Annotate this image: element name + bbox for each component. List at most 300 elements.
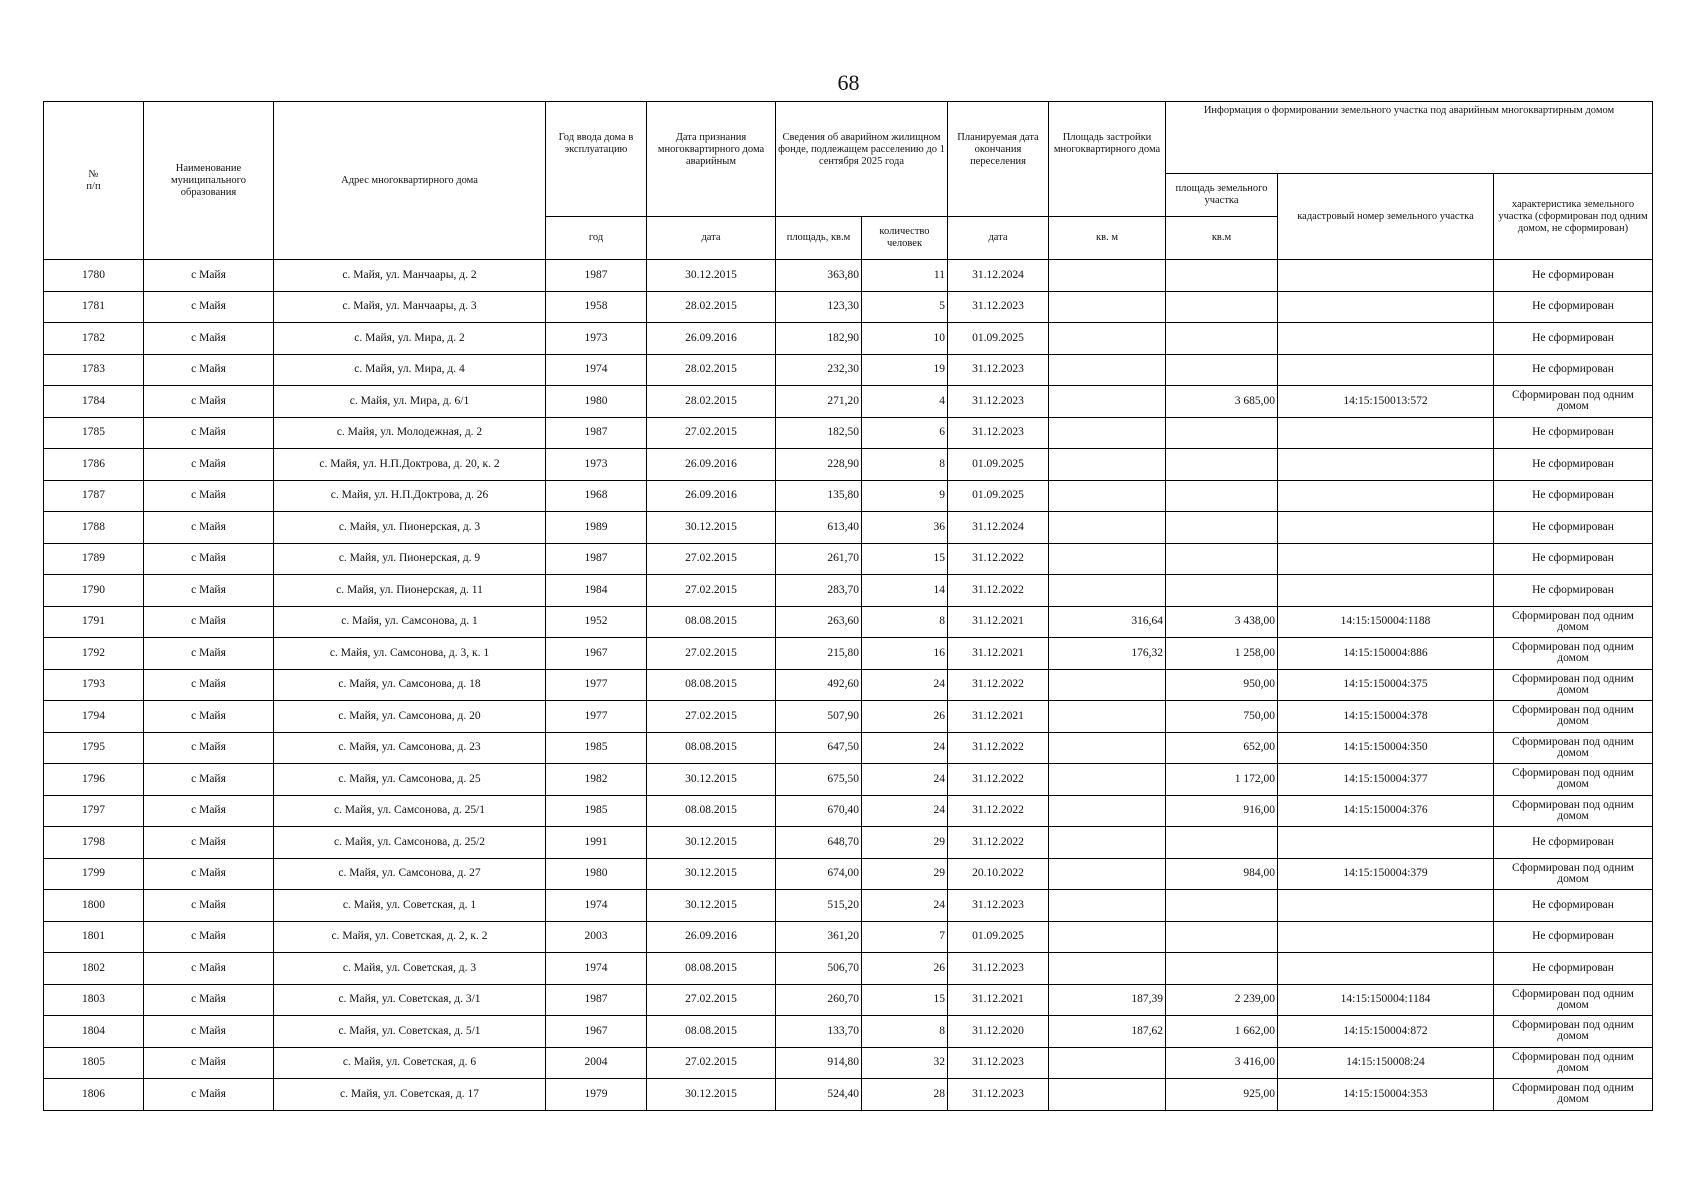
cell-municipality: с Майя (144, 827, 274, 859)
cell-year: 1980 (546, 386, 647, 418)
cell-people: 26 (862, 953, 948, 985)
cell-area: 182,90 (776, 323, 862, 355)
cell-planned-end: 31.12.2023 (948, 890, 1049, 922)
cell-municipality: с Майя (144, 764, 274, 796)
cell-cadastral: 14:15:150004:886 (1278, 638, 1494, 670)
cell-cadastral: 14:15:150004:377 (1278, 764, 1494, 796)
cell-date: 08.08.2015 (647, 732, 776, 764)
header-year-built: Год ввода дома в эксплуатацию (546, 102, 647, 217)
header-unit-sqm2: кв.м (1166, 217, 1278, 260)
cell-address: с. Майя, ул. Мира, д. 4 (274, 354, 546, 386)
cell-year: 1979 (546, 1079, 647, 1111)
cell-date: 30.12.2015 (647, 764, 776, 796)
cell-address: с. Майя, ул. Самсонова, д. 23 (274, 732, 546, 764)
cell-planned-end: 31.12.2021 (948, 984, 1049, 1016)
cell-people: 19 (862, 354, 948, 386)
cell-date: 30.12.2015 (647, 858, 776, 890)
cell-cadastral (1278, 480, 1494, 512)
cell-num: 1783 (44, 354, 144, 386)
cell-year: 1982 (546, 764, 647, 796)
cell-address: с. Майя, ул. Пионерская, д. 9 (274, 543, 546, 575)
cell-year: 1987 (546, 543, 647, 575)
cell-municipality: с Майя (144, 354, 274, 386)
cell-date: 27.02.2015 (647, 701, 776, 733)
cell-planned-end: 31.12.2023 (948, 386, 1049, 418)
cell-people: 4 (862, 386, 948, 418)
cell-municipality: с Майя (144, 260, 274, 292)
table-row (44, 449, 1653, 481)
cell-planned-end: 01.09.2025 (948, 323, 1049, 355)
cell-area: 263,60 (776, 606, 862, 638)
cell-municipality: с Майя (144, 701, 274, 733)
cell-num: 1800 (44, 890, 144, 922)
cell-land-area (1166, 575, 1278, 607)
cell-year: 1987 (546, 984, 647, 1016)
cell-people: 7 (862, 921, 948, 953)
cell-num: 1798 (44, 827, 144, 859)
cell-land-char: Не сформирован (1494, 921, 1653, 953)
cell-municipality: с Майя (144, 1047, 274, 1079)
cell-building-area (1049, 1047, 1166, 1079)
table-row (44, 512, 1653, 544)
cell-address: с. Майя, ул. Советская, д. 6 (274, 1047, 546, 1079)
cell-date: 27.02.2015 (647, 575, 776, 607)
cell-land-area: 1 258,00 (1166, 638, 1278, 670)
cell-date: 27.02.2015 (647, 984, 776, 1016)
cell-planned-end: 31.12.2023 (948, 354, 1049, 386)
table-row (44, 890, 1653, 922)
cell-building-area: 176,32 (1049, 638, 1166, 670)
cell-municipality: с Майя (144, 512, 274, 544)
cell-date: 08.08.2015 (647, 795, 776, 827)
cell-land-char: Сформирован под одним домом (1494, 858, 1653, 890)
cell-num: 1797 (44, 795, 144, 827)
table-row (44, 606, 1653, 638)
cell-cadastral (1278, 575, 1494, 607)
cell-cadastral (1278, 543, 1494, 575)
cell-year: 1985 (546, 732, 647, 764)
cell-land-char: Не сформирован (1494, 323, 1653, 355)
cell-area: 228,90 (776, 449, 862, 481)
cell-address: с. Майя, ул. Советская, д. 2, к. 2 (274, 921, 546, 953)
cell-area: 283,70 (776, 575, 862, 607)
cell-land-char: Сформирован под одним домом (1494, 732, 1653, 764)
cell-planned-end: 31.12.2023 (948, 1047, 1049, 1079)
cell-building-area (1049, 669, 1166, 701)
cell-area: 363,80 (776, 260, 862, 292)
cell-land-char: Сформирован под одним домом (1494, 795, 1653, 827)
cell-people: 36 (862, 512, 948, 544)
cell-planned-end: 31.12.2023 (948, 291, 1049, 323)
cell-cadastral: 14:15:150008:24 (1278, 1047, 1494, 1079)
cell-year: 1980 (546, 858, 647, 890)
table-row (44, 417, 1653, 449)
cell-municipality: с Майя (144, 417, 274, 449)
cell-building-area: 187,62 (1049, 1016, 1166, 1048)
header-land-info: Информация о формировании земельного участка под аварийным многоквартирным домом (1166, 102, 1653, 174)
table-row (44, 386, 1653, 418)
cell-building-area (1049, 543, 1166, 575)
cell-planned-end: 31.12.2023 (948, 417, 1049, 449)
cell-year: 1968 (546, 480, 647, 512)
table-row (44, 354, 1653, 386)
cell-num: 1803 (44, 984, 144, 1016)
cell-people: 24 (862, 732, 948, 764)
cell-num: 1794 (44, 701, 144, 733)
cell-land-area (1166, 953, 1278, 985)
cell-municipality: с Майя (144, 921, 274, 953)
cell-building-area (1049, 921, 1166, 953)
cell-people: 8 (862, 606, 948, 638)
cell-building-area (1049, 354, 1166, 386)
cell-cadastral: 14:15:150004:350 (1278, 732, 1494, 764)
cell-address: с. Майя, ул. Советская, д. 3 (274, 953, 546, 985)
cell-planned-end: 31.12.2020 (948, 1016, 1049, 1048)
cell-planned-end: 01.09.2025 (948, 449, 1049, 481)
cell-planned-end: 31.12.2024 (948, 260, 1049, 292)
cell-address: с. Майя, ул. Советская, д. 5/1 (274, 1016, 546, 1048)
cell-land-area: 1 662,00 (1166, 1016, 1278, 1048)
cell-people: 24 (862, 795, 948, 827)
cell-cadastral (1278, 260, 1494, 292)
cell-planned-end: 31.12.2022 (948, 669, 1049, 701)
cell-building-area (1049, 291, 1166, 323)
cell-land-char: Не сформирован (1494, 480, 1653, 512)
cell-land-char: Не сформирован (1494, 417, 1653, 449)
cell-land-area (1166, 291, 1278, 323)
header-unit-people: количество человек (862, 217, 948, 260)
cell-land-char: Сформирован под одним домом (1494, 669, 1653, 701)
cell-municipality: с Майя (144, 449, 274, 481)
cell-land-area (1166, 417, 1278, 449)
cell-address: с. Майя, ул. Мира, д. 2 (274, 323, 546, 355)
cell-num: 1786 (44, 449, 144, 481)
cell-building-area (1049, 890, 1166, 922)
cell-municipality: с Майя (144, 386, 274, 418)
cell-address: с. Майя, ул. Самсонова, д. 25/2 (274, 827, 546, 859)
table-row (44, 1016, 1653, 1048)
cell-year: 1985 (546, 795, 647, 827)
cell-land-char: Не сформирован (1494, 953, 1653, 985)
table-row (44, 701, 1653, 733)
cell-num: 1785 (44, 417, 144, 449)
cell-cadastral: 14:15:150004:872 (1278, 1016, 1494, 1048)
cell-date: 26.09.2016 (647, 480, 776, 512)
table-row (44, 260, 1653, 292)
cell-address: с. Майя, ул. Манчаары, д. 3 (274, 291, 546, 323)
cell-num: 1805 (44, 1047, 144, 1079)
header-num: № п/п (44, 102, 144, 260)
cell-address: с. Майя, ул. Советская, д. 3/1 (274, 984, 546, 1016)
cell-people: 5 (862, 291, 948, 323)
cell-num: 1806 (44, 1079, 144, 1111)
cell-cadastral: 14:15:150004:1188 (1278, 606, 1494, 638)
cell-people: 24 (862, 764, 948, 796)
cell-cadastral: 14:15:150004:353 (1278, 1079, 1494, 1111)
cell-area: 675,50 (776, 764, 862, 796)
cell-building-area (1049, 795, 1166, 827)
cell-building-area (1049, 953, 1166, 985)
cell-area: 914,80 (776, 1047, 862, 1079)
cell-planned-end: 31.12.2022 (948, 795, 1049, 827)
table-row (44, 543, 1653, 575)
cell-land-area: 3 438,00 (1166, 606, 1278, 638)
cell-date: 27.02.2015 (647, 417, 776, 449)
cell-land-char: Сформирован под одним домом (1494, 606, 1653, 638)
cell-land-area (1166, 512, 1278, 544)
cell-planned-end: 31.12.2021 (948, 606, 1049, 638)
cell-land-char: Сформирован под одним домом (1494, 638, 1653, 670)
cell-num: 1781 (44, 291, 144, 323)
cell-planned-end: 01.09.2025 (948, 480, 1049, 512)
cell-date: 27.02.2015 (647, 543, 776, 575)
cell-building-area (1049, 764, 1166, 796)
header-land-char: характеристика земельного участка (сформирован под одним домом, не сформирован) (1494, 174, 1653, 260)
cell-year: 1989 (546, 512, 647, 544)
cell-address: с. Майя, ул. Самсонова, д. 25 (274, 764, 546, 796)
cell-people: 6 (862, 417, 948, 449)
cell-cadastral: 14:15:150004:1184 (1278, 984, 1494, 1016)
cell-area: 361,20 (776, 921, 862, 953)
cell-land-area: 925,00 (1166, 1079, 1278, 1111)
cell-people: 24 (862, 890, 948, 922)
cell-land-char: Не сформирован (1494, 827, 1653, 859)
cell-planned-end: 31.12.2022 (948, 543, 1049, 575)
cell-people: 15 (862, 984, 948, 1016)
cell-year: 1977 (546, 701, 647, 733)
cell-land-char: Сформирован под одним домом (1494, 1079, 1653, 1111)
cell-building-area (1049, 386, 1166, 418)
header-planned-end: Планируемая дата окончания переселения (948, 102, 1049, 217)
cell-planned-end: 31.12.2022 (948, 732, 1049, 764)
cell-date: 26.09.2016 (647, 921, 776, 953)
header-unit-date: дата (647, 217, 776, 260)
cell-people: 26 (862, 701, 948, 733)
cell-building-area (1049, 732, 1166, 764)
cell-land-char: Сформирован под одним домом (1494, 1016, 1653, 1048)
cell-address: с. Майя, ул. Н.П.Доктрова, д. 20, к. 2 (274, 449, 546, 481)
cell-land-area: 3 685,00 (1166, 386, 1278, 418)
cell-address: с. Майя, ул. Самсонова, д. 25/1 (274, 795, 546, 827)
cell-building-area (1049, 323, 1166, 355)
header-land-area: площадь земельного участка (1166, 174, 1278, 217)
cell-address: с. Майя, ул. Н.П.Доктрова, д. 26 (274, 480, 546, 512)
table-row (44, 858, 1653, 890)
cell-building-area (1049, 827, 1166, 859)
cell-building-area (1049, 449, 1166, 481)
cell-planned-end: 20.10.2022 (948, 858, 1049, 890)
cell-land-char: Не сформирован (1494, 260, 1653, 292)
cell-year: 1987 (546, 260, 647, 292)
cell-area: 515,20 (776, 890, 862, 922)
cell-area: 182,50 (776, 417, 862, 449)
cell-year: 1967 (546, 1016, 647, 1048)
cell-area: 135,80 (776, 480, 862, 512)
cell-date: 26.09.2016 (647, 323, 776, 355)
cell-planned-end: 31.12.2023 (948, 1079, 1049, 1111)
cell-address: с. Майя, ул. Мира, д. 6/1 (274, 386, 546, 418)
cell-year: 1984 (546, 575, 647, 607)
cell-land-area: 750,00 (1166, 701, 1278, 733)
cell-planned-end: 31.12.2022 (948, 764, 1049, 796)
cell-address: с. Майя, ул. Самсонова, д. 18 (274, 669, 546, 701)
cell-area: 123,30 (776, 291, 862, 323)
cell-address: с. Майя, ул. Советская, д. 1 (274, 890, 546, 922)
cell-building-area: 316,64 (1049, 606, 1166, 638)
cell-address: с. Майя, ул. Пионерская, д. 3 (274, 512, 546, 544)
header-unit-area: площадь, кв.м (776, 217, 862, 260)
cell-date: 28.02.2015 (647, 386, 776, 418)
cell-date: 28.02.2015 (647, 354, 776, 386)
cell-people: 28 (862, 1079, 948, 1111)
cell-num: 1788 (44, 512, 144, 544)
cell-area: 674,00 (776, 858, 862, 890)
header-unit-year: год (546, 217, 647, 260)
cell-land-char: Сформирован под одним домом (1494, 386, 1653, 418)
cell-year: 1987 (546, 417, 647, 449)
cell-cadastral (1278, 512, 1494, 544)
cell-people: 11 (862, 260, 948, 292)
cell-cadastral (1278, 827, 1494, 859)
cell-area: 261,70 (776, 543, 862, 575)
cell-planned-end: 31.12.2022 (948, 575, 1049, 607)
cell-municipality: с Майя (144, 291, 274, 323)
cell-area: 271,20 (776, 386, 862, 418)
cell-date: 27.02.2015 (647, 1047, 776, 1079)
cell-people: 24 (862, 669, 948, 701)
cell-municipality: с Майя (144, 795, 274, 827)
cell-building-area (1049, 260, 1166, 292)
cell-address: с. Майя, ул. Самсонова, д. 20 (274, 701, 546, 733)
cell-num: 1802 (44, 953, 144, 985)
cell-land-area (1166, 354, 1278, 386)
cell-num: 1804 (44, 1016, 144, 1048)
cell-land-area: 984,00 (1166, 858, 1278, 890)
cell-cadastral (1278, 417, 1494, 449)
cell-municipality: с Майя (144, 606, 274, 638)
cell-area: 670,40 (776, 795, 862, 827)
cell-num: 1795 (44, 732, 144, 764)
cell-num: 1793 (44, 669, 144, 701)
cell-municipality: с Майя (144, 1016, 274, 1048)
cell-num: 1799 (44, 858, 144, 890)
cell-building-area (1049, 575, 1166, 607)
cell-year: 1974 (546, 354, 647, 386)
table-row (44, 291, 1653, 323)
cell-year: 1973 (546, 323, 647, 355)
cell-land-area (1166, 890, 1278, 922)
cell-land-char: Не сформирован (1494, 512, 1653, 544)
header-cadastral: кадастровый номер земельного участка (1278, 174, 1494, 260)
cell-people: 29 (862, 827, 948, 859)
cell-num: 1790 (44, 575, 144, 607)
cell-address: с. Майя, ул. Самсонова, д. 1 (274, 606, 546, 638)
cell-cadastral (1278, 921, 1494, 953)
cell-land-area (1166, 480, 1278, 512)
cell-address: с. Майя, ул. Самсонова, д. 27 (274, 858, 546, 890)
header-building-area: Площадь застройки многоквартирного дома (1049, 102, 1166, 217)
cell-building-area (1049, 417, 1166, 449)
table-row (44, 984, 1653, 1016)
cell-cadastral: 14:15:150004:376 (1278, 795, 1494, 827)
cell-land-char: Не сформирован (1494, 291, 1653, 323)
cell-cadastral (1278, 449, 1494, 481)
cell-land-area (1166, 323, 1278, 355)
cell-land-char: Сформирован под одним домом (1494, 984, 1653, 1016)
cell-planned-end: 31.12.2024 (948, 512, 1049, 544)
cell-municipality: с Майя (144, 480, 274, 512)
cell-area: 524,40 (776, 1079, 862, 1111)
cell-area: 232,30 (776, 354, 862, 386)
cell-cadastral: 14:15:150004:378 (1278, 701, 1494, 733)
page-number: 68 (837, 70, 860, 95)
table-row (44, 827, 1653, 859)
header-unit-date2: дата (948, 217, 1049, 260)
table-row (44, 732, 1653, 764)
cell-planned-end: 31.12.2023 (948, 953, 1049, 985)
table-row (44, 1047, 1653, 1079)
cell-land-char: Не сформирован (1494, 575, 1653, 607)
cell-area: 647,50 (776, 732, 862, 764)
cell-municipality: с Майя (144, 575, 274, 607)
cell-building-area: 187,39 (1049, 984, 1166, 1016)
header-unit-sqm: кв. м (1049, 217, 1166, 260)
header-resettlement-info: Сведения об аварийном жилищном фонде, подлежащем расселению до 1 сентября 2025 года (776, 102, 948, 217)
cell-num: 1796 (44, 764, 144, 796)
cell-year: 1974 (546, 953, 647, 985)
cell-address: с. Майя, ул. Молодежная, д. 2 (274, 417, 546, 449)
cell-people: 29 (862, 858, 948, 890)
cell-date: 08.08.2015 (647, 953, 776, 985)
table-row (44, 480, 1653, 512)
cell-land-area: 1 172,00 (1166, 764, 1278, 796)
cell-people: 14 (862, 575, 948, 607)
cell-land-char: Сформирован под одним домом (1494, 764, 1653, 796)
table-row (44, 669, 1653, 701)
cell-address: с. Майя, ул. Советская, д. 17 (274, 1079, 546, 1111)
cell-cadastral (1278, 323, 1494, 355)
cell-num: 1789 (44, 543, 144, 575)
header-date-recognized: Дата признания многоквартирного дома аварийным (647, 102, 776, 217)
cell-building-area (1049, 701, 1166, 733)
cell-year: 1958 (546, 291, 647, 323)
cell-land-area (1166, 543, 1278, 575)
cell-municipality: с Майя (144, 732, 274, 764)
table-row (44, 953, 1653, 985)
cell-land-area (1166, 449, 1278, 481)
cell-municipality: с Майя (144, 543, 274, 575)
cell-land-char: Сформирован под одним домом (1494, 701, 1653, 733)
table-row (44, 795, 1653, 827)
cell-land-char: Не сформирован (1494, 354, 1653, 386)
cell-cadastral: 14:15:150004:375 (1278, 669, 1494, 701)
cell-date: 08.08.2015 (647, 669, 776, 701)
cell-year: 2003 (546, 921, 647, 953)
cell-num: 1801 (44, 921, 144, 953)
table-row (44, 575, 1653, 607)
cell-year: 1973 (546, 449, 647, 481)
cell-people: 10 (862, 323, 948, 355)
cell-people: 9 (862, 480, 948, 512)
cell-address: с. Майя, ул. Манчаары, д. 2 (274, 260, 546, 292)
cell-people: 8 (862, 1016, 948, 1048)
cell-people: 15 (862, 543, 948, 575)
cell-date: 08.08.2015 (647, 1016, 776, 1048)
cell-date: 30.12.2015 (647, 890, 776, 922)
cell-num: 1780 (44, 260, 144, 292)
cell-address: с. Майя, ул. Самсонова, д. 3, к. 1 (274, 638, 546, 670)
header-address: Адрес многоквартирного дома (274, 102, 546, 260)
